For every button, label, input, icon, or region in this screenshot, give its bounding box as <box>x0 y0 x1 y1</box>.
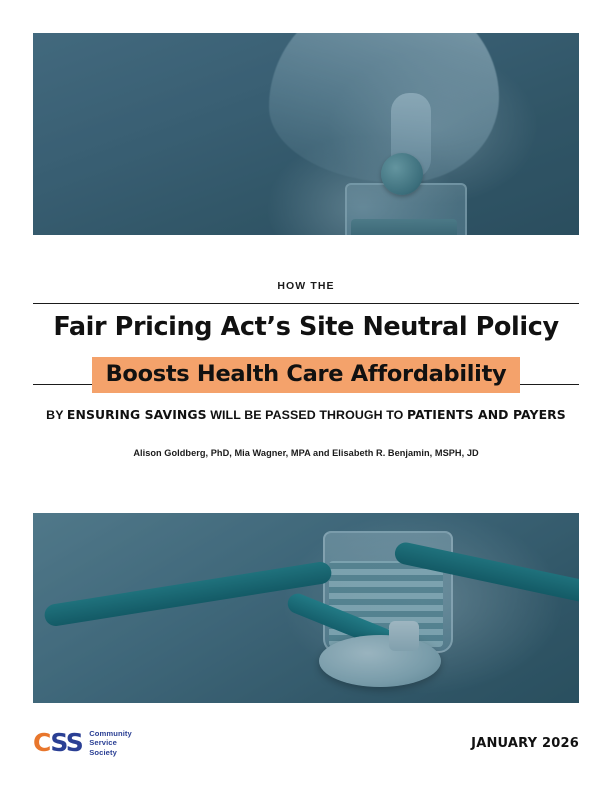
subtitle-emphasis-two: PATIENTS AND PAYERS <box>406 406 566 422</box>
logo-line-society: Society <box>89 747 117 757</box>
photo-tint-overlay-bottom <box>33 513 579 703</box>
logo-letter-s2: S <box>65 728 83 758</box>
page-subtitle-highlight: Boosts Health Care Affordability <box>92 357 521 393</box>
css-logo-mark <box>33 728 83 758</box>
logo-line-community: Community <box>89 728 132 738</box>
subtitle-line <box>33 407 579 422</box>
cover-photo-bottom <box>33 513 579 703</box>
title-block <box>33 280 579 458</box>
title-highlight-wrap <box>25 348 587 387</box>
authors-line: Alison Goldberg, PhD, Mia Wagner, MPA and Elisabeth R. Benjamin, MSPH, JD <box>133 447 479 458</box>
logo-letter-c: C <box>33 728 51 758</box>
photo-tint-overlay <box>33 33 579 235</box>
title-rule-box <box>33 303 579 385</box>
page-footer <box>33 726 579 760</box>
publication-date: JANUARY 2026 <box>471 735 579 751</box>
subtitle-middle: WILL BE PASSED THROUGH TO <box>206 407 407 422</box>
css-logo <box>33 729 132 757</box>
page-title: Fair Pricing Act’s Site Neutral Policy <box>53 312 559 342</box>
kicker-text: HOW THE <box>277 280 335 292</box>
logo-letter-s1: S <box>50 728 66 758</box>
subtitle-emphasis-one: ENSURING SAVINGS <box>66 406 207 422</box>
subtitle-prefix: BY <box>46 407 67 422</box>
cover-photo-top <box>33 33 579 235</box>
logo-line-service: Service <box>89 738 117 748</box>
css-logo-wordmark <box>89 729 132 757</box>
